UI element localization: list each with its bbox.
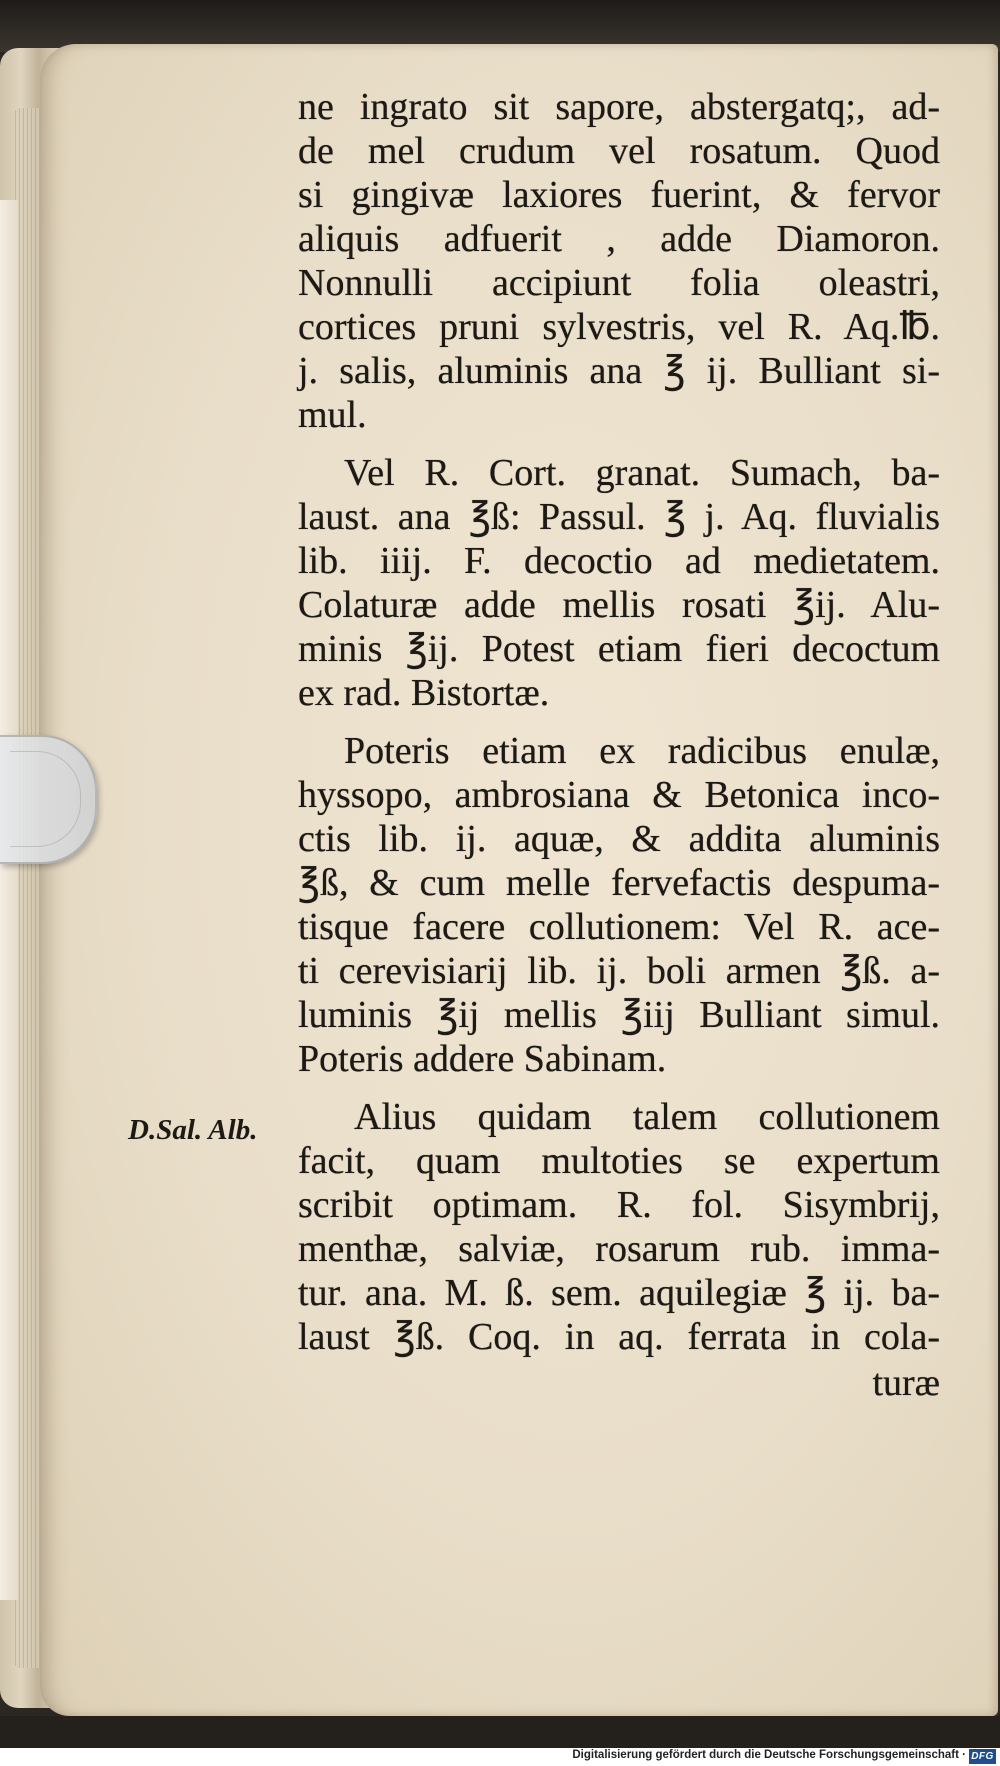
text-line: ti cerevisiarij lib. ij. boli armen ℥ß. a- [298,950,940,992]
plastic-clip-icon [0,735,97,864]
text-line: Nonnulli accipiunt folia oleastri, [298,262,940,304]
text-line: minis ℥ij. Potest etiam fieri decoctum [298,628,940,670]
text-line: scribit optimam. R. fol. Sisymbrij, [298,1184,940,1226]
text-line: Poteris addere Sabinam. [298,1038,667,1080]
text-line: j. salis, aluminis ana ℥ ij. Bulliant si- [298,350,940,392]
text-line: Alius quidam talem collutionem [354,1096,940,1138]
text-line: laust ℥ß. Coq. in aq. ferrata in cola- [298,1316,940,1358]
text-line: ℥ß, & cum melle fervefactis despuma- [298,862,940,904]
text-line: ex rad. Bistortæ. [298,672,550,714]
text-line: Vel R. Cort. granat. Sumach, ba- [344,452,940,494]
text-line: Poteris etiam ex radicibus enulæ, [344,730,940,772]
dfg-logo-icon: DFG [969,1749,996,1764]
left-page-edge [0,200,18,1600]
text-line: de mel crudum vel rosatum. Quod [298,130,940,172]
clip-inner-outline [10,751,81,847]
footer-credit: Digitalisierung gefördert durch die Deutsche Forschungsgemeinschaft · [572,1749,966,1761]
text-line: Colaturæ adde mellis rosati ℥ij. Alu- [298,584,940,626]
text-line: mul. [298,394,367,436]
text-line: lib. iiij. F. decoctio ad medietatem. [298,540,940,582]
text-line: laust. ana ℥ß: Passul. ℥ j. Aq. fluvialis [298,496,940,538]
text-line: si gingivæ laxiores fuerint, & fervor [298,174,940,216]
margin-note: D.Sal. Alb. [128,1114,258,1146]
text-line: cortices pruni sylvestris, vel R. Aq.℔. [298,306,940,348]
bottom-dark-strip [0,1716,1000,1750]
text-line: hyssopo, ambrosiana & Betonica inco- [298,774,940,816]
text-line: ctis lib. ij. aquæ, & addita aluminis [298,818,940,860]
text-line: luminis ℥ij mellis ℥iij Bulliant simul. [298,994,940,1036]
text-line: menthæ, salviæ, rosarum rub. imma- [298,1228,940,1270]
text-line: facit, quam multoties se expertum [298,1140,940,1182]
text-line: tur. ana. M. ß. sem. aquilegiæ ℥ ij. ba- [298,1272,940,1314]
catchword: turæ [872,1362,940,1404]
text-line: ne ingrato sit sapore, abstergatq;, ad- [298,86,940,128]
text-line: aliquis adfuerit , adde Diamoron. [298,218,940,260]
text-line: tisque facere collutionem: Vel R. ace- [298,906,940,948]
